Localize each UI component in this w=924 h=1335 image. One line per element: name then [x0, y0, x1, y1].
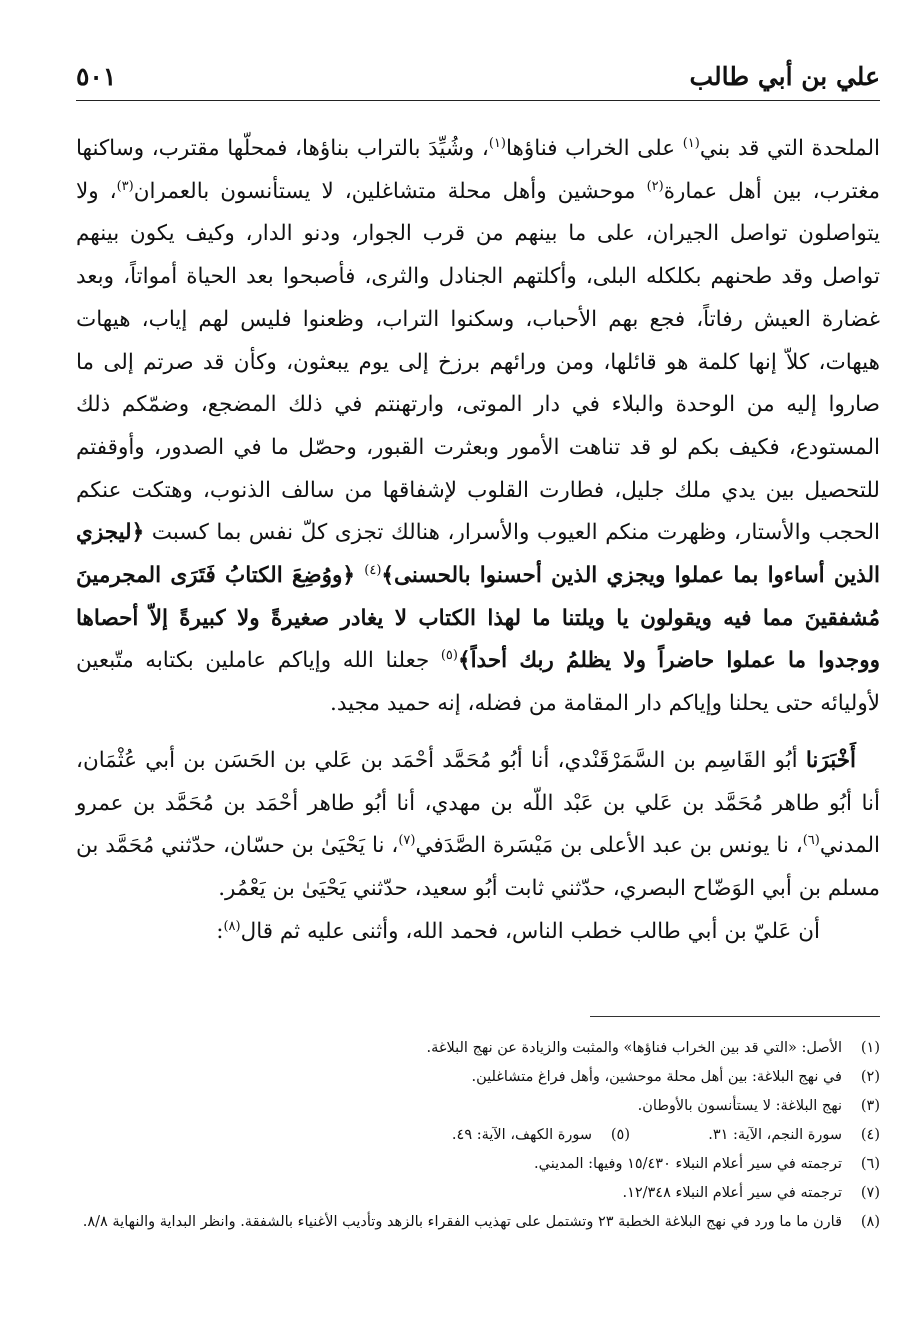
text-segment: ، وشُيِّدَ بالتراب بناؤها، فمحلّها مقترب، وساكنها مغترب، بين أهل عمارة	[76, 136, 880, 204]
footnote-text: في نهج البلاغة: بين أهل محلة موحشين، وأهل فراغ متشاغلين.	[471, 1069, 842, 1085]
main-text	[76, 128, 880, 953]
footnote-number: (٣)	[860, 1098, 880, 1114]
footnote-marker: (٤)	[364, 562, 382, 578]
text-segment: جعلنا الله وإياكم عاملين بكتابه متّبعين لأوليائه حتى يحلنا وإياكم دار المقامة من فضله، إنه حميد مجيد.	[76, 648, 880, 717]
paragraph-intro	[76, 911, 880, 954]
footnote-number: (٨)	[860, 1214, 880, 1230]
page-number: ٥٠١	[76, 62, 117, 91]
footnote	[76, 1063, 880, 1092]
paragraph-isnad	[76, 740, 880, 911]
page-header	[76, 56, 880, 100]
footnote-marker: (١)	[682, 135, 700, 151]
footnote-text: ترجمته في سير أعلام النبلاء ١٥/٤٣٠ وفيها: المديني.	[534, 1156, 842, 1172]
footnotes	[76, 1034, 880, 1237]
footnote-marker: (٢)	[646, 178, 664, 194]
text-segment: على الخراب فناؤها	[505, 136, 683, 161]
footnote	[76, 1179, 880, 1208]
footnote-marker: (٦)	[802, 833, 820, 849]
footnote-number: (٥)	[610, 1127, 630, 1143]
quran-verse: ﴿ووُضِعَ الكتابُ فَتَرَى المجرمينَ مُشفقينَ مما فيه ويقولون يا ويلتنا ما لهذا الكتاب لا يغادر صغيرةً ولا كبيرةً إلاّ أحصاها ووجدوا ما عملوا حاضراً ولا يظلمُ ربك أحداً﴾	[76, 563, 880, 674]
footnote-text: سورة الكهف، الآية: ٤٩.	[451, 1127, 592, 1143]
text-segment: ، نا يَحْيَىٰ بن حسّان، حدّثني مُحَمَّد بن مسلم بن أبي الوَضّاح البصري، حدّثني ثابت أبُو سعيد، حدّثني يَحْيَىٰ بن يَعْمُر.	[76, 833, 880, 901]
footnote	[630, 1121, 880, 1150]
footnote	[76, 1092, 880, 1121]
footnote-number: (٦)	[860, 1156, 880, 1172]
footnote	[380, 1121, 630, 1150]
footnote-marker: (٣)	[116, 178, 134, 194]
footnote	[76, 1208, 880, 1237]
text-segment: الملحدة التي قد بني	[699, 136, 881, 161]
quran-verse: ﴿ليجزي الذين أساءوا بما عملوا ويجزي الذين أحسنوا بالحسنى﴾	[76, 520, 880, 589]
footnote-text: سورة النجم، الآية: ٣١.	[708, 1127, 842, 1143]
isnad-keyword: أَخْبَرَنا	[805, 747, 856, 773]
text-segment: موحشين وأهل محلة متشاغلين، لا يستأنسون بالعمران	[133, 178, 647, 204]
footnote-marker: (١)	[488, 135, 506, 151]
footnote-text: الأصل: «التي قد بين الخراب فناؤها» والمثبت والزيادة عن نهج البلاغة.	[426, 1040, 842, 1056]
footnote-marker: (٨)	[223, 918, 241, 934]
footnote-number: (٧)	[860, 1185, 880, 1201]
footnote-marker: (٥)	[440, 648, 458, 664]
footnote-rule	[590, 1016, 880, 1017]
paragraph-sermon	[76, 128, 880, 726]
header-rule	[76, 100, 880, 101]
text-segment: ، نا يونس بن عبد الأعلى بن مَيْسَرة الصَّدَفي	[415, 833, 803, 859]
footnote-text: قارن ما ما ورد في نهج البلاغة الخطبة ٢٣ وتشتمل على تهذيب الفقراء بالزهد وتأديب الأغنياء بالشفقة. وانظر البداية والنهاية ٨/٨.	[82, 1214, 842, 1230]
text-segment: :	[216, 918, 224, 944]
text-segment: أن عَليّ بن أبي طالب خطب الناس، فحمد الله، وأثنى عليه ثم قال	[240, 918, 820, 944]
text-segment: أبُو القَاسِم بن السَّمَرْقَنْدي، أنا أبُو مُحَمَّد أحْمَد بن عَلي بن الحَسَن بن أبي عُثْمَان، أنا أبُو طاهر مُحَمَّد بن عَلي بن عَبْد اللّه بن مهدي، أنا أبُو طاهر أحْمَد بن مُحَمَّد بن عمرو المدني	[76, 747, 880, 859]
footnote	[76, 1034, 880, 1063]
footnote-text: نهج البلاغة: لا يستأنسون بالأوطان.	[637, 1098, 842, 1114]
footnote-number: (١)	[860, 1040, 880, 1056]
footnote-marker: (٧)	[398, 833, 416, 849]
footnote	[76, 1150, 880, 1179]
text-segment: ، ولا يتواصلون تواصل الجيران، على ما بينهم من قرب الجوار، ودنو الدار، وكيف يكون بينهم تواصل وقد طحنهم بكلكله البلى، وأكلتهم الجنادل والثرى، فأصبحوا بعد الحياة أمواتاً، وبعد غضارة العيش رفاتاً، فجع بهم الأحباب، وسكنوا التراب، وظعنوا فليس لهم إياب، هيهات هيهات، كلاّ إنها كلمة هو قائلها، ومن ورائهم برزخ إلى يوم يبعثون، وكأن قد صرتم إلى ما صاروا إليه من الوحدة والبلاء في دار الموتى، وارتهنتم في ذلك المضجع، وضمّكم ذلك المستودع، فكيف بكم لو قد تناهت الأمور وبعثرت القبور، وحصّل ما في الصدور، وأوقفتم للتحصيل بين يدي ملك جليل، فطارت القلوب لإشفاقها من سالف الذنوب، وهتكت عنكم الحجب والأستار، وظهرت منكم العيوب والأسرار، هنالك تجزى كلّ نفس بما كسبت	[76, 178, 880, 546]
footnote-pair	[76, 1121, 880, 1150]
footnote-number: (٤)	[860, 1127, 880, 1143]
footnote-number: (٢)	[860, 1069, 880, 1085]
footnote-text: ترجمته في سير أعلام النبلاء ١٢/٣٤٨.	[622, 1185, 842, 1201]
running-title: علي بن أبي طالب	[689, 62, 880, 91]
